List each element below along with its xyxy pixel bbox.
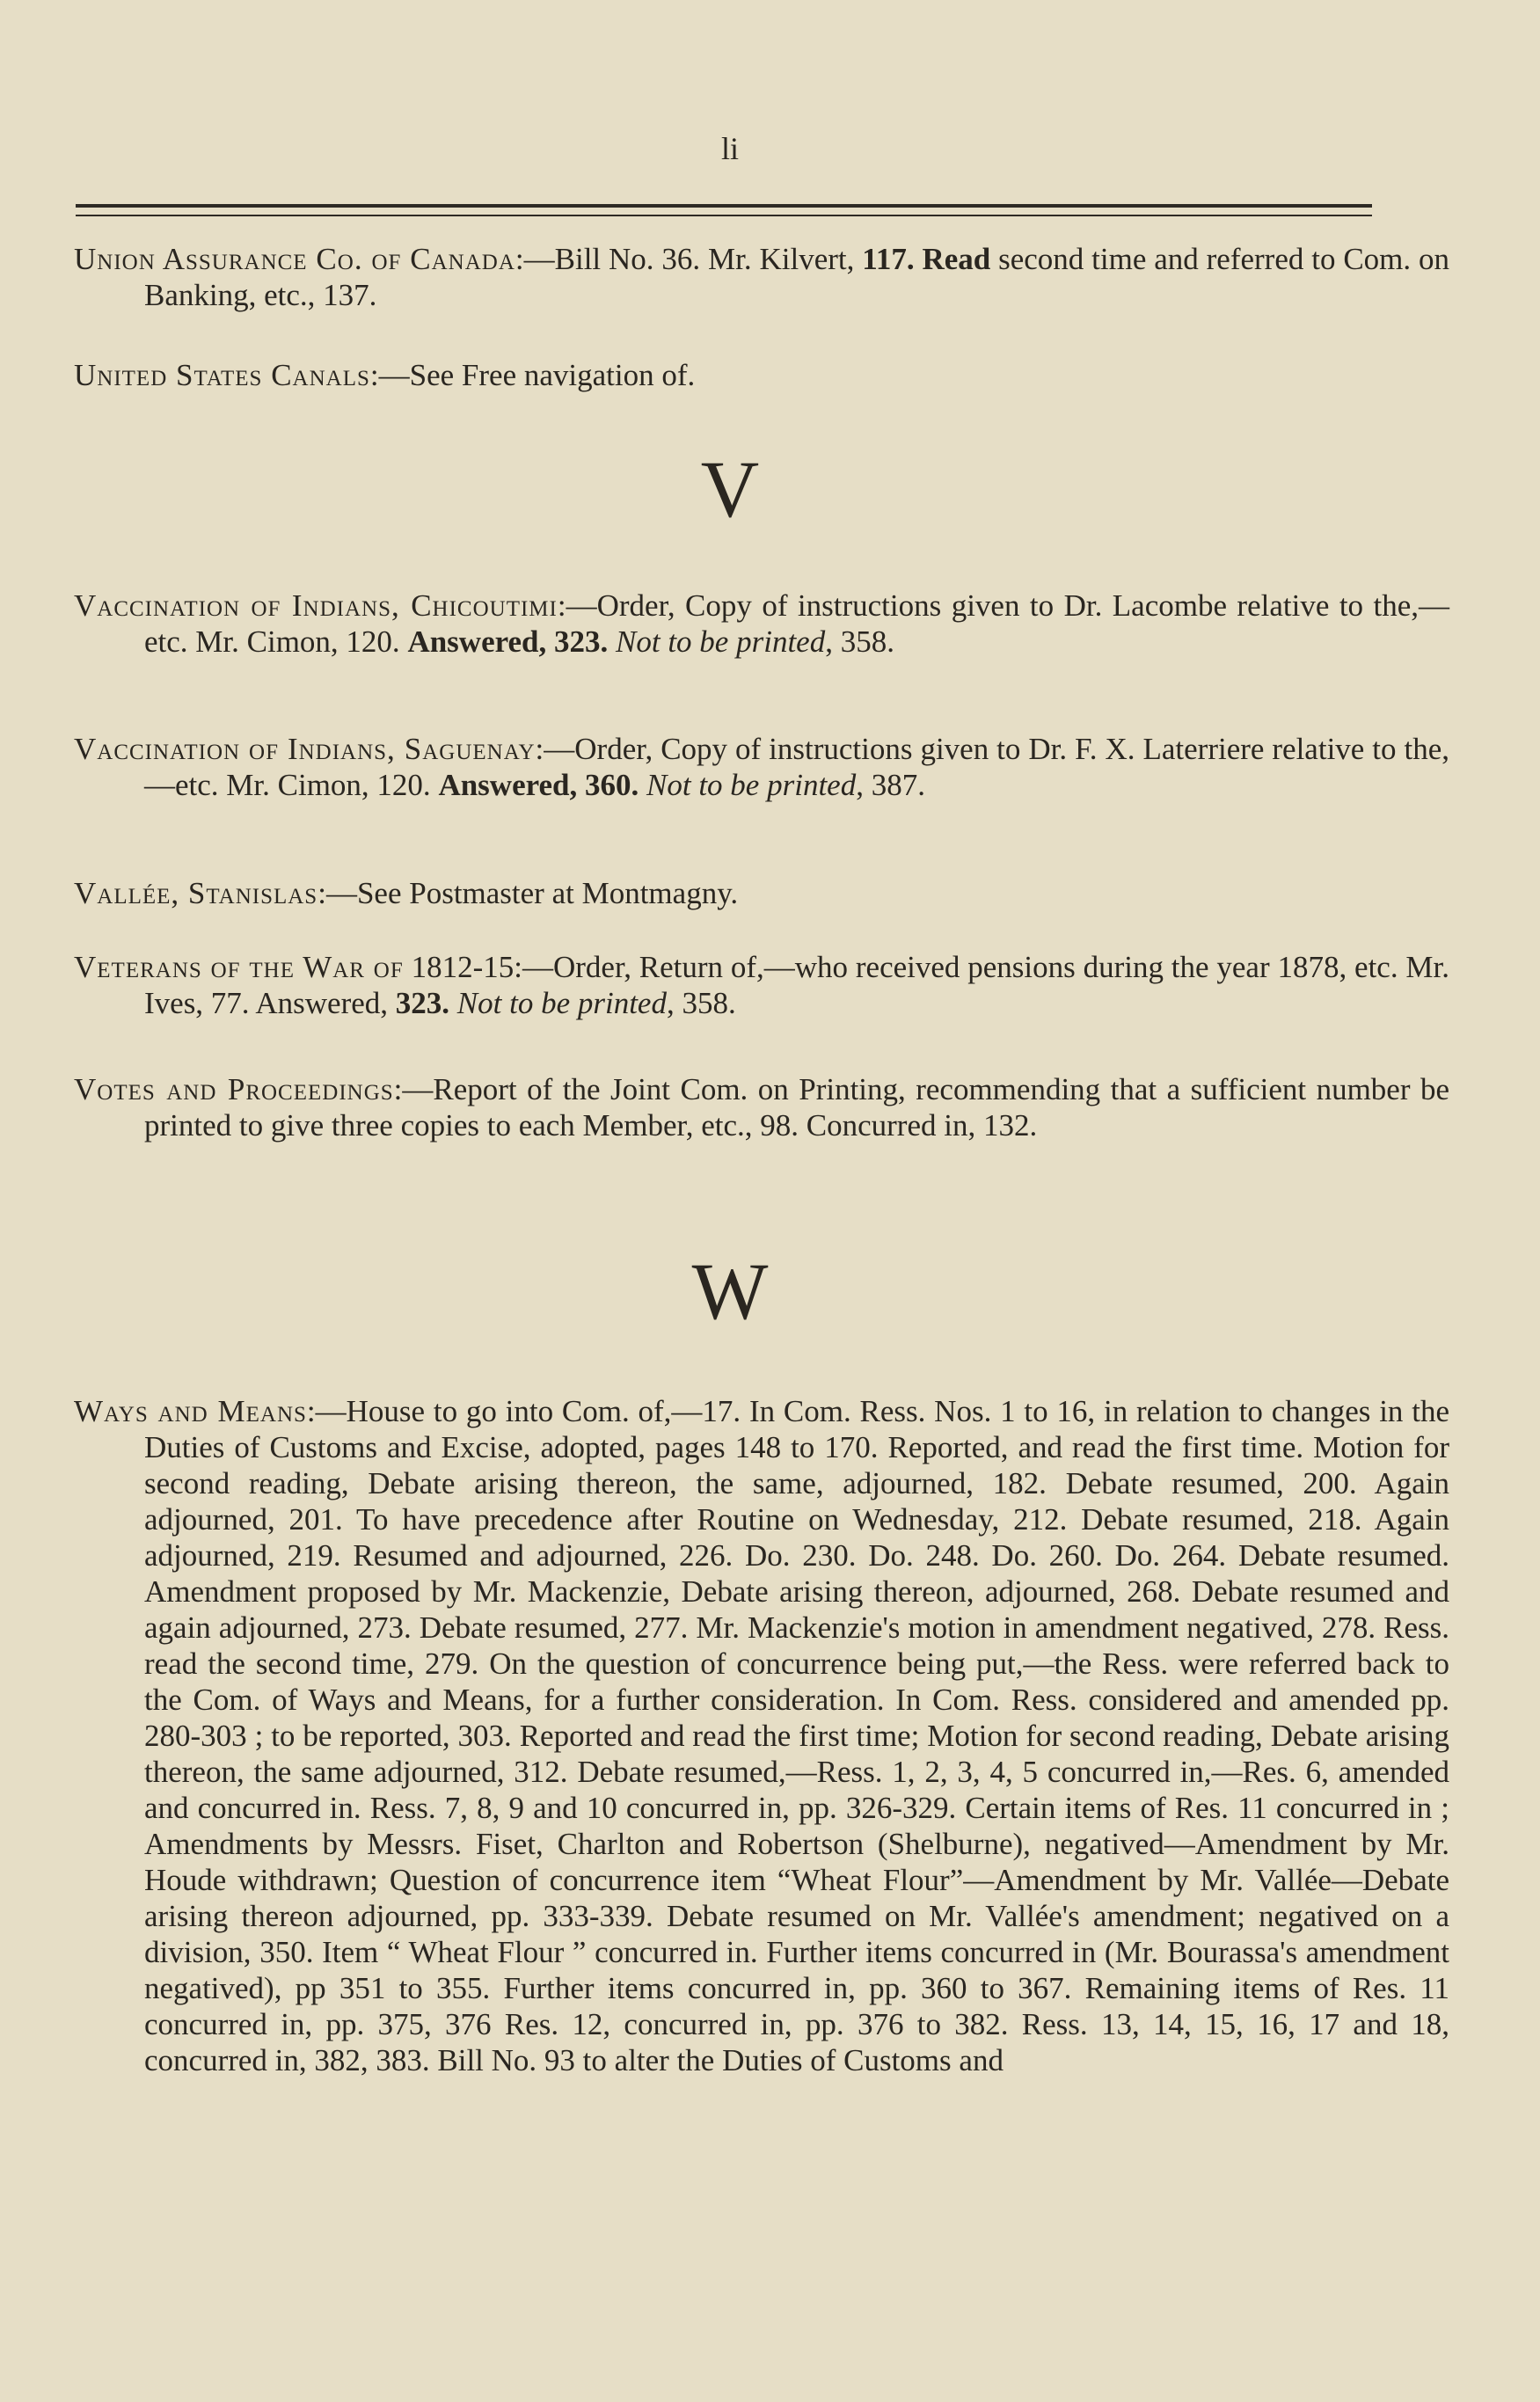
entry-heading: Union Assurance Co. of Canada [74,242,515,276]
entry-text-space [608,624,616,659]
entry-text-space [449,986,457,1020]
entry-heading: Vaccination of Indians, Saguenay [74,732,536,766]
entry-text: :—Report of the Joint Com. on Printing, recommending that a sufficient number be printed to give three copies to each Member, etc., 98. Concurred in, 132. [144,1072,1449,1143]
entry-text-italic: Not to be printed [646,768,857,802]
entry-text: , 387. [856,768,925,802]
entry-text-bold: Read [922,242,991,276]
entry-text-bold: Answered, 323. [407,624,609,659]
entry-text-italic: Not to be printed [616,624,826,659]
entry-text-bold: Answered, 360. [438,768,639,802]
entry-text: second time and referred to Com. on Banking, etc., 137. [144,242,1450,312]
entry-text: :—Bill No. 36. Mr. Kilvert, [515,242,863,276]
entry-text: , 358. [825,624,894,659]
entry-veterans [74,949,1449,1021]
entry-union-assurance [74,241,1449,313]
entry-text: 1812-15:—Order, Return of,—who received pensions during the year 1878, etc. Mr. Ives, 77. Answered, [144,950,1450,1020]
entry-text: :—House to go into Com. of,—17. In Com. Ress. Nos. 1 to 16, in relation to changes in the Duties of Customs and Excise, adopted, pages 148 to 170. Reported, and read the first time. Motion for second reading, Debate arising thereon, the same, adjourned, 182. Debate resumed, 200. Again adjourned, 201. To have precedence after Routine on Wednesday, 212. Debate resumed, 218. Again adjourned, 219. Resumed and adjourned, 226. Do. 230. Do. 248. Do. 260. Do. 264. Debate resumed. Amendment proposed by Mr. Mackenzie, Debate arising thereon, adjourned, 268. Debate resumed and again adjourned, 273. Debate resumed, 277. Mr. Mackenzie's motion in amendment negatived, 278. Ress. read the second time, 279. On the question of concurrence being put,—the Ress. were referred back to the Com. of Ways and Means, for a further consideration. In Com. Ress. considered and amended pp. 280-303 ; to be reported, 303. Reported and read the first time; Motion for second reading, Debate arising thereon, the same adjourned, 312. Debate resumed,—Ress. 1, 2, 3, 4, 5 concurred in,—Res. 6, amended and concurred in. Ress. 7, 8, 9 and 10 concurred in, pp. 326-329. Certain items of Res. 11 concurred in ; Amendments by Messrs. Fiset, Charlton and Robertson (Shelburne), negatived—Amendment by Mr. Houde withdrawn; Question of concurrence item “Wheat Flour”—Amendment by Mr. Vallée—Debate arising thereon adjourned, pp. 333-339. Debate resumed on Mr. Vallée's amendment; negatived on a division, 350. Item “ Wheat Flour ” concurred in. Further items concurred in (Mr. Bourassa's amendment negatived), pp 351 to 355. Further items concurred in, pp. 360 to 367. Remaining items of Res. 11 concurred in, pp. 375, 376 Res. 12, concurred in, pp. 376 to 382. Ress. 13, 14, 15, 16, 17 and 18, concurred in, 382, 383. Bill No. 93 to alter the Duties of Customs and [144,1394,1449,2077]
entry-ways-and-means [74,1393,1449,2078]
entry-heading: Ways and Means [74,1394,307,1428]
entry-text-italic: Not to be printed [456,986,667,1020]
entry-vaccination-chicoutimi [74,588,1449,660]
entry-text: :—Order, Copy of instructions given to Dr. F. X. Laterriere relative to the,—etc. Mr. Cimon, 120. [144,732,1449,802]
entry-heading: Votes and Proceedings [74,1072,394,1106]
page-number: li [720,131,739,166]
section-letter-w: W [691,1246,769,1336]
entry-votes-and-proceedings [74,1071,1449,1143]
entry-heading: United States Canals [74,358,370,392]
entry-text: :—See Free navigation of. [369,358,696,392]
entry-heading: Veterans of the War of [74,950,404,984]
section-letter-v: V [700,444,760,534]
header-rule-thin [76,215,1372,216]
header-rule-thick [76,204,1372,208]
entry-text-space [639,768,646,802]
entry-text-bold: 117. [862,242,915,276]
entry-vaccination-saguenay [74,731,1449,803]
entry-heading: Vaccination of Indians, Chicoutimi [74,588,558,623]
entry-heading: Vallée, Stanislas [74,876,318,910]
entry-text: , 358. [666,986,736,1020]
entry-text: :—See Postmaster at Montmagny. [317,876,739,910]
entry-text-bold: 323. [395,986,450,1020]
entry-vallee-stanislas [74,875,1449,911]
entry-text: :—Order, Copy of instructions given to Dr. Lacombe relative to the,—etc. Mr. Cimon, 120. [144,588,1449,659]
entry-united-states-canals [74,357,1449,393]
